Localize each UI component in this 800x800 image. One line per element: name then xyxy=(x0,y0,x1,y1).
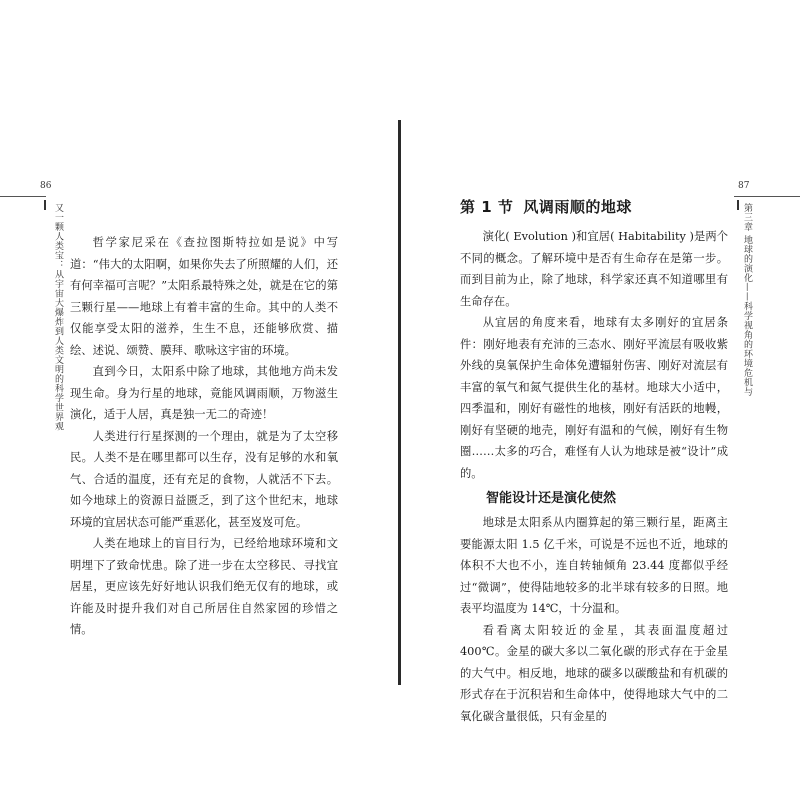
running-title-left: 又一颗人类宝：从宇宙大爆炸到人类文明的科学世界观 xyxy=(53,203,63,431)
right-body-text xyxy=(460,226,728,727)
left-body-text xyxy=(70,232,338,641)
sub-heading: 智能设计还是演化使然 xyxy=(486,491,617,506)
section-number: 第 1 节 xyxy=(460,198,514,216)
running-title-right: 第三章 地球的演化——科学视角的环境危机与 xyxy=(742,203,752,397)
header-rule-left xyxy=(0,196,46,197)
page-number-left: 86 xyxy=(40,181,52,191)
side-marker-right xyxy=(737,200,739,210)
page-number-right: 87 xyxy=(738,181,750,191)
section-heading xyxy=(460,196,632,217)
paragraph: 地球是太阳系从内圈算起的第三颗行星，距离主要能源太阳 1.5 亿千米，可说是不远也不近，地球的体积不大也不小，连自转轴倾角 23.44 度都似乎经过“微调”，使得陆地较多的北半球有较多的日照。地表平均温度为 14℃，十分温和。 xyxy=(460,516,728,615)
right-page xyxy=(400,0,800,800)
header-rule-right xyxy=(734,196,800,197)
paragraph: 人类进行行星探测的一个理由，就是为了太空移民。人类不是在哪里都可以生存，没有足够的水和氧气、合适的温度，还有充足的食物，人就活不下去。如今地球上的资源日益匮乏，到了这个世纪末，地球环境的宜居状态可能严重恶化，甚至岌岌可危。 xyxy=(70,429,338,529)
section-title: 风调雨顺的地球 xyxy=(523,198,632,216)
paragraph: 从宜居的角度来看，地球有太多刚好的宜居条件：刚好地表有充沛的三态水、刚好平流层有吸收紫外线的臭氧保护生命体免遭辐射伤害、刚好对流层有丰富的氧气和氮气提供生化的基材。地球大小适中，四季温和，刚好有磁性的地核，刚好有活跃的地幔，刚好有坚硬的地壳，刚好有温和的气候，刚好有生物圈……太多的巧合，难怪有人认为地球是被“设计”成的。 xyxy=(460,316,728,480)
paragraph: 看看离太阳较近的金星，其表面温度超过 400℃。金星的碳大多以二氧化碳的形式存在于金星的大气中。相反地，地球的碳多以碳酸盐和有机碳的形式存在于沉积岩和生命体中，使得地球大气中的二氧化碳含量很低，只有金星的 xyxy=(460,623,728,723)
side-marker-left xyxy=(44,200,46,210)
paragraph: 直到今日，太阳系中除了地球，其他地方尚未发现生命。身为行星的地球，竟能风调雨顺，万物滋生演化，适于人居，真是独一无二的奇迹！ xyxy=(70,365,338,421)
paragraph: 演化( Evolution )和宜居( Habitability )是两个不同的概念。了解环境中是否有生命存在是第一步。而到目前为止，除了地球，科学家还真不知道哪里有生命存在。 xyxy=(460,230,728,308)
paragraph: 人类在地球上的盲目行为，已经给地球环境和文明埋下了致命忧患。除了进一步在太空移民、寻找宜居星，更应该先好好地认识我们绝无仅有的地球，或许能及时提升我们对自己所居住自然家园的珍惜之情。 xyxy=(70,537,338,636)
paragraph: 哲学家尼采在《查拉图斯特拉如是说》中写道：“伟大的太阳啊，如果你失去了所照耀的人们，还有何幸福可言呢？”太阳系最特殊之处，就是在它的第三颗行星——地球上有着丰富的生命。其中的人类不仅能享受太阳的滋养，生生不息，还能够欣赏、描绘、述说、颂赞、膜拜、歌咏这宇宙的环境。 xyxy=(70,236,338,357)
